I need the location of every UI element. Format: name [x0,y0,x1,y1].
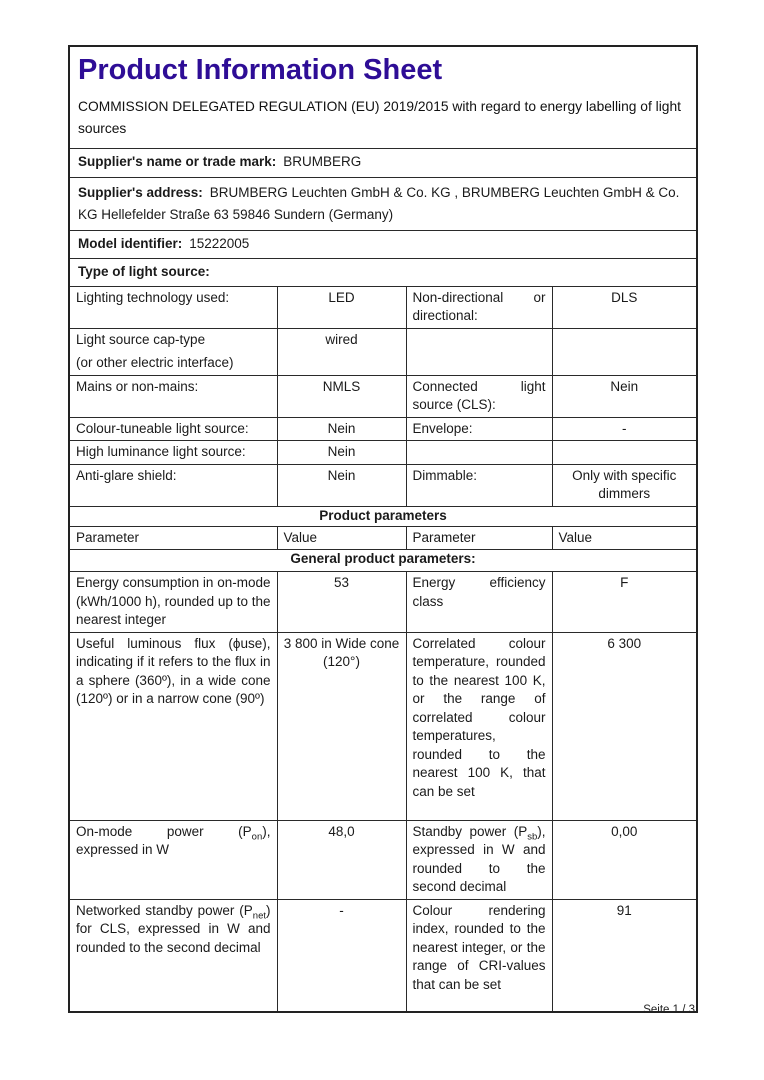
param-label: Correlated colour temperature, rounded to the nearest 100 K, or the range of correlated colour temperatures, rounded to the nearest 100 K, that can be set [406,632,552,820]
param-value: Only with specific dimmers [552,464,697,506]
param-label: Useful luminous flux (ϕuse), indicating if it refers to the flux in a sphere (360º), in a wide cone (120º) or in a narrow cone (90º) [69,632,277,820]
column-header-row [69,526,697,550]
supplier-address-cell [69,178,697,231]
supplier-address-row [69,178,697,231]
supplier-name-row [69,149,697,178]
param-value: DLS [552,286,697,328]
general-parameters-header-row [69,550,697,572]
page-number: Seite 1 / 3 [643,1004,695,1016]
column-header: Parameter [69,526,277,550]
param-value: 6 300 [552,632,697,820]
product-info-table [68,45,698,1013]
column-header: Value [277,526,406,550]
general-parameters-header: General product parameters: [69,550,697,572]
label-text: ), expressed in W [76,823,271,857]
param-value: Nein [277,464,406,506]
param-label [406,328,552,375]
label-text: Standby power (P [412,823,528,839]
model-identifier-row [69,231,697,259]
cap-type-line2: (or other electric interface) [76,355,234,370]
table-row [69,464,697,506]
param-label: Connected light source (CLS): [406,375,552,417]
param-label: Lighting technology used: [69,286,277,328]
param-value [552,441,697,465]
param-label [69,820,277,899]
param-label: Energy efficiency class [406,572,552,633]
model-identifier-label: Model identifier: [78,236,183,251]
param-value: NMLS [277,375,406,417]
param-label: Non-directional or directional: [406,286,552,328]
product-parameters-header: Product parameters [69,506,697,526]
model-identifier-value: 15222005 [189,236,250,251]
table-row [69,820,697,899]
supplier-address-label: Supplier's address: [78,185,203,200]
param-value: F [552,572,697,633]
product-parameters-header-row [69,506,697,526]
page-title: Product Information Sheet [78,54,443,86]
supplier-name-cell [69,149,697,178]
param-value: 48,0 [277,820,406,899]
param-value: - [277,899,406,1012]
param-value: 53 [277,572,406,633]
param-label [69,328,277,375]
table-row [69,441,697,465]
param-label: Energy consumption in on-mode (kWh/1000 h), rounded up to the nearest integer [69,572,277,633]
label-text: On-mode power (P [76,823,252,839]
subscript: sb [527,831,538,843]
param-value [552,328,697,375]
param-value: wired [277,328,406,375]
label-text: Networked standby power (P [76,902,253,918]
title-row [69,46,697,149]
type-of-light-source-label: Type of light source: [69,259,697,287]
type-of-light-source-row [69,259,697,287]
param-label: Mains or non-mains: [69,375,277,417]
label-text: ), expressed in W and rounded to the second decimal [412,823,546,894]
param-value: 3 800 in Wide cone (120°) [277,632,406,820]
param-value: - [552,417,697,441]
table-row [69,417,697,441]
table-row [69,328,697,375]
subscript: on [251,831,263,843]
param-label: High luminance light source: [69,441,277,465]
table-row [69,899,697,1012]
param-label: Colour-tuneable light source: [69,417,277,441]
param-value: LED [277,286,406,328]
param-label [69,899,277,1012]
column-header: Parameter [406,526,552,550]
param-value: Nein [552,375,697,417]
subscript: net [252,910,266,922]
param-value: 91 [552,899,697,1012]
table-row [69,286,697,328]
param-label [406,441,552,465]
supplier-name-value: BRUMBERG [283,154,362,169]
param-label: Colour rendering index, rounded to the nearest integer, or the range of CRI-values that can be set [406,899,552,1012]
regulation-text: COMMISSION DELEGATED REGULATION (EU) 2019/2015 with regard to energy labelling of light sources [78,99,681,136]
title-cell [69,46,697,149]
param-value: 0,00 [552,820,697,899]
column-header: Value [552,526,697,550]
param-label: Envelope: [406,417,552,441]
cap-type-line1: Light source cap-type [76,331,206,347]
supplier-name-label: Supplier's name or trade mark: [78,154,277,169]
param-label: Dimmable: [406,464,552,506]
param-value: Nein [277,417,406,441]
table-row [69,572,697,633]
table-row [69,632,697,820]
param-label: Anti-glare shield: [69,464,277,506]
param-label [406,820,552,899]
supplier-address-value: BRUMBERG Leuchten GmbH & Co. KG , BRUMBERG Leuchten GmbH & Co. KG Hellefelder Straße 63 59846 Sundern (Germany) [78,185,680,222]
param-value: Nein [277,441,406,465]
label-text: ) for CLS, expressed in W and rounded to the second decimal [76,902,271,955]
table-row [69,375,697,417]
model-identifier-cell [69,231,697,259]
